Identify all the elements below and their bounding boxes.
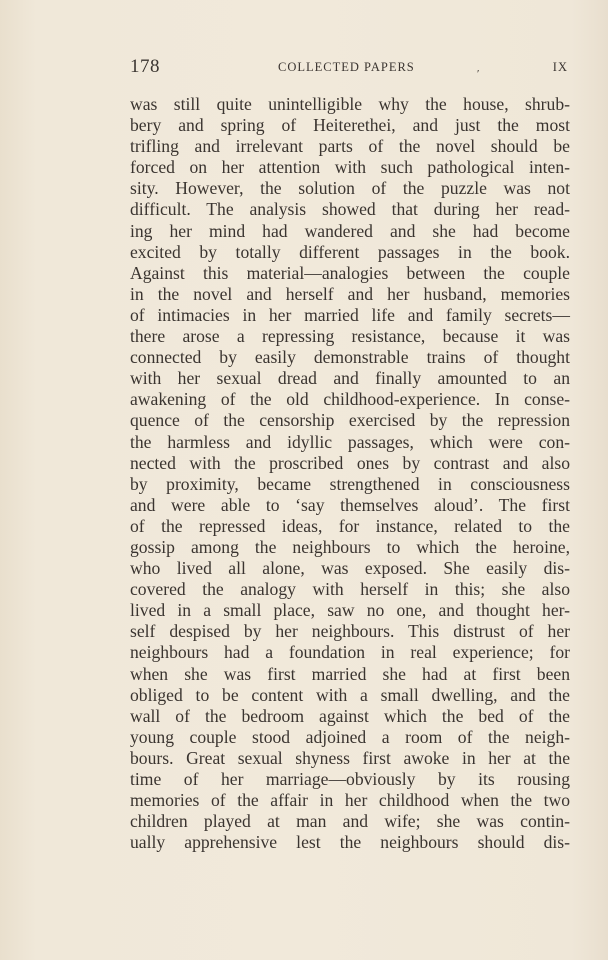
text-line: memories of the affair in her childhood when the two	[130, 790, 570, 811]
ink-mark: ʹ	[477, 68, 480, 80]
text-line: Against this material—analogies between the couple	[130, 262, 570, 283]
text-line: sity. However, the solution of the puzzle was not	[130, 178, 570, 199]
text-line: and were able to ‘say themselves aloud’. The first	[130, 494, 570, 515]
text-line: gossip among the neighbours to which the heroine,	[130, 536, 570, 557]
text-line: connected by easily demonstrable trains of thought	[130, 347, 570, 368]
text-line: there arose a repressing resistance, because it was	[130, 326, 570, 347]
text-line: quence of the censorship exercised by the repression	[130, 410, 570, 431]
text-line: trifling and irrelevant parts of the novel should be	[130, 136, 570, 157]
text-line: the harmless and idyllic passages, which were con-	[130, 431, 570, 452]
text-line: bours. Great sexual shyness first awoke in her at the	[130, 747, 570, 768]
text-line: nected with the proscribed ones by contrast and also	[130, 452, 570, 473]
running-title: COLLECTED PAPERS	[278, 60, 415, 74]
text-line: with her sexual dread and finally amounted to an	[130, 368, 570, 389]
text-line: forced on her attention with such pathological inten-	[130, 157, 570, 178]
text-line: young couple stood adjoined a room of the neigh-	[130, 726, 570, 747]
text-line: lived in a small place, saw no one, and thought her-	[130, 600, 570, 621]
text-line: children played at man and wife; she was contin-	[130, 811, 570, 832]
text-line: of the repressed ideas, for instance, related to the	[130, 515, 570, 536]
text-line: difficult. The analysis showed that during her read-	[130, 199, 570, 220]
text-line: ually apprehensive lest the neighbours should dis-	[130, 832, 570, 853]
text-line: who lived all alone, was exposed. She easily dis-	[130, 558, 570, 579]
text-line: neighbours had a foundation in real experience; for	[130, 642, 570, 663]
chapter-number: IX	[552, 60, 568, 74]
text-line: obliged to be content with a small dwelling, and the	[130, 684, 570, 705]
text-line: ing her mind had wandered and she had become	[130, 220, 570, 241]
text-line: wall of the bedroom against which the bed of the	[130, 705, 570, 726]
text-line: awakening of the old childhood-experience. In conse-	[130, 389, 570, 410]
text-line: of intimacies in her married life and family secrets—	[130, 304, 570, 325]
text-line: self despised by her neighbours. This distrust of her	[130, 621, 570, 642]
running-head	[130, 56, 568, 82]
text-line: was still quite unintelligible why the house, shrub-	[130, 94, 570, 114]
text-line: bery and spring of Heiterethei, and just the most	[130, 115, 570, 136]
text-line: excited by totally different passages in the book.	[130, 241, 570, 262]
text-line: when she was first married she had at first been	[130, 663, 570, 684]
text-line: covered the analogy with herself in this; she also	[130, 579, 570, 600]
text-line: time of her marriage—obviously by its rousing	[130, 769, 570, 789]
text-line: in the novel and herself and her husband, memories	[130, 283, 570, 304]
body-text	[130, 94, 570, 853]
page-number: 178	[130, 56, 160, 77]
text-line: by proximity, became strengthened in consciousness	[130, 473, 570, 494]
